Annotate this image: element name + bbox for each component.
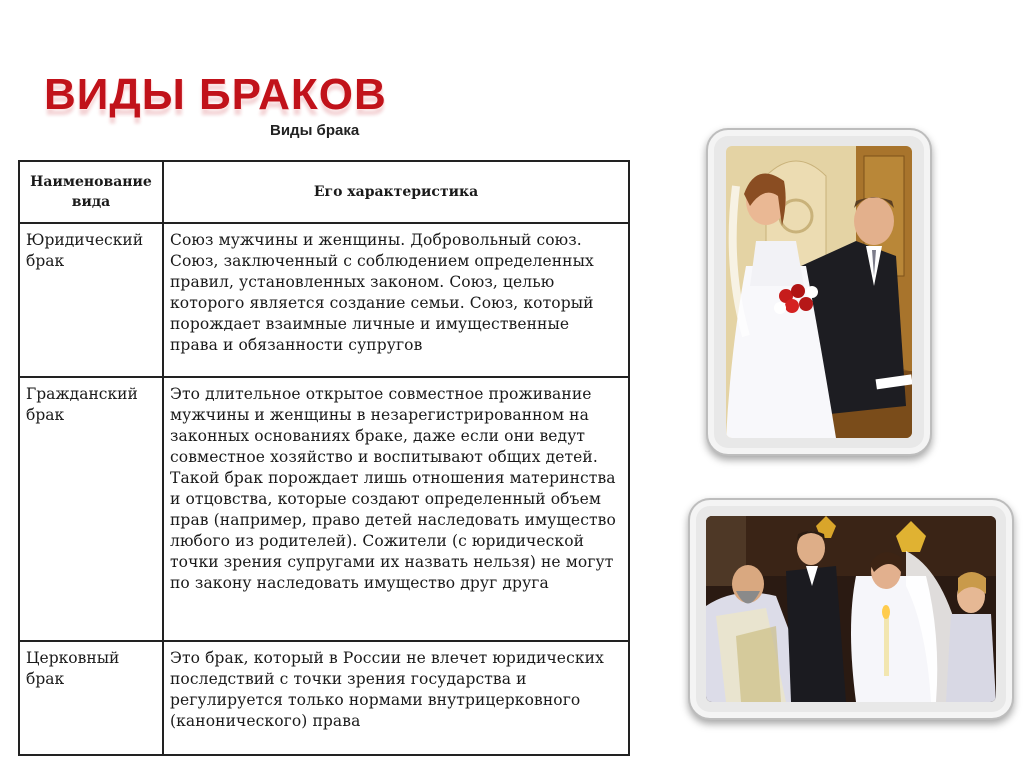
- table-caption: Виды брака: [270, 122, 360, 139]
- table-row: [19, 641, 629, 755]
- row-name: Юридический брак: [19, 223, 163, 377]
- row-description: Это брак, который в России не влечет юридических последствий с точки зрения государства и регулируется только нормами внутрицерковного (канонического) права: [163, 641, 629, 755]
- row-name: Церковный брак: [19, 641, 163, 755]
- photo-frame-church: [688, 498, 1014, 720]
- table-header-row: [19, 161, 629, 223]
- row-description: Это длительное открытое совместное проживание мужчины и женщины в незарегистрированном на законных основаниях браке, даже если они ведут совместное хозяйство и воспитывают общих детей. Такой брак порождает лишь отношения материнства и отцовства, которые создают определенный объем прав (например, право детей наследовать имущество любого из родителей). Сожители (с юридической точки зрения супругами их назвать нельзя) не могут по закону наследовать имущество друг друга: [163, 377, 629, 641]
- slide-title: ВИДЫ БРАКОВ: [44, 70, 387, 119]
- marriage-types-table: [18, 160, 630, 756]
- registration-photo: [726, 146, 912, 438]
- photo-frame-registration: [706, 128, 932, 456]
- table-row: [19, 377, 629, 641]
- row-description: Союз мужчины и женщины. Добровольный союз. Союз, заключенный с соблюдением определенных правил, установленных законом. Союз, целью которого является создание семьи. Союз, который порождает взаимные личные и имущественные права и обязанности супругов: [163, 223, 629, 377]
- church-wedding-photo: [706, 516, 996, 702]
- table-row: [19, 223, 629, 377]
- header-name: Наименование вида: [19, 161, 163, 223]
- row-name: Гражданский брак: [19, 377, 163, 641]
- header-description: Его характеристика: [163, 161, 629, 223]
